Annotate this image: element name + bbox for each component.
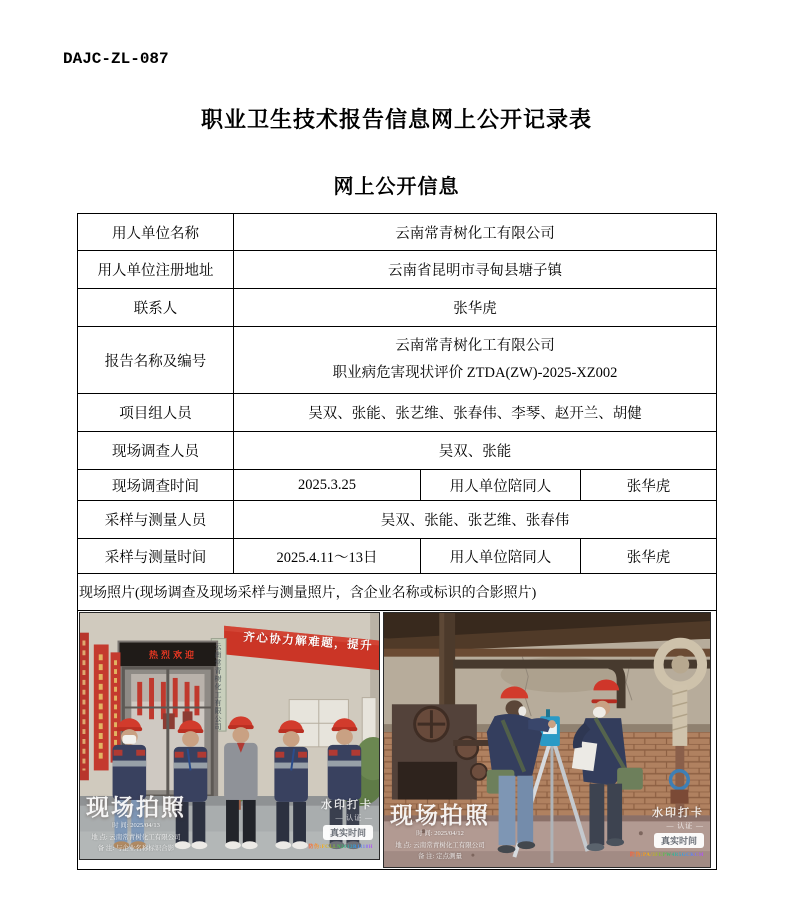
photo-row [78, 611, 717, 870]
watermark-title: 现场拍照 [86, 793, 186, 820]
row-label-registered-address: 用人单位注册地址 [78, 251, 234, 289]
realtime-badge: 真实时间 [654, 833, 704, 848]
public-info-table [77, 213, 717, 870]
table-row [78, 289, 717, 327]
photo-strip [79, 612, 715, 868]
table-row [78, 394, 717, 432]
photo-cell [78, 611, 717, 870]
watermark-stamp [308, 796, 373, 850]
row-value-site-survey-date: 2025.3.25 [234, 470, 421, 501]
site-photo-group [79, 612, 380, 860]
company-sign-text: 云南常青树化工有限公司 [214, 643, 222, 731]
slogan-banner-text: 齐心协力解难题，提升 [242, 631, 374, 653]
row-value-employer-escort-1: 张华虎 [581, 470, 717, 501]
watermark-title: 现场拍照 [390, 801, 490, 828]
row-label-sampling-staff: 采样与测量人员 [78, 501, 234, 539]
page-subtitle: 网上公开信息 [333, 176, 460, 198]
watermark-time: 时 间: 2025/04/13 [112, 821, 160, 829]
table-row [78, 574, 717, 611]
table-row [78, 251, 717, 289]
table-row [78, 539, 717, 574]
row-label-site-survey-staff: 现场调查人员 [78, 432, 234, 470]
photo-watermark [390, 803, 490, 863]
watermark-note: 备 注: 与企业名称标识合影 [97, 845, 175, 853]
photo-caption: 现场照片(现场调查及现场采样与测量照片，含企业名称或标识的合影照片) [78, 574, 717, 611]
row-label-employer-escort-1: 用人单位陪同人 [421, 470, 581, 501]
row-value-sampling-date: 2025.4.11～13日 [234, 539, 421, 574]
row-value-sampling-staff: 吴双、张能、张艺维、张春伟 [234, 501, 717, 539]
report-name-line: 云南常青树化工有限公司 [395, 338, 555, 355]
watermark-note: 备 注: 定点测量 [417, 853, 463, 861]
report-number-line: 职业病危害现状评价 ZTDA(ZW)-2025-XZ002 [332, 365, 618, 381]
anti-counterfeit-code: 防伪:FCLLN2012R1118H [308, 845, 373, 850]
watermark-location: 地 点: 云南常青树化工有限公司 [91, 833, 181, 841]
row-label-contact-person: 联系人 [78, 289, 234, 327]
anti-counterfeit-code: 防伪:PA/3FEPW4R5GCKCM [629, 853, 704, 858]
windows [289, 698, 376, 747]
watermark-time: 时 间: 2025/04/12 [416, 829, 464, 837]
row-value-employer-escort-2: 张华虎 [581, 539, 717, 574]
table-row [78, 327, 717, 394]
site-photo-measurement [383, 612, 711, 868]
row-label-report-name-number: 报告名称及编号 [78, 327, 234, 394]
table-row [78, 501, 717, 539]
door-led-text: 热烈欢迎 [148, 650, 197, 660]
row-value-contact-person: 张华虎 [234, 289, 717, 327]
row-value-employer-name: 云南常青树化工有限公司 [234, 214, 717, 251]
watermark-stamp [630, 804, 704, 858]
row-value-project-team: 吴双、张能、张艺维、张春伟、李琴、赵开兰、胡健 [234, 394, 717, 432]
row-label-site-survey-date: 现场调查时间 [78, 470, 234, 501]
stamp-app-name: 水印打卡 [652, 807, 704, 819]
table-row [78, 214, 717, 251]
row-value-registered-address: 云南省昆明市寻甸县塘子镇 [234, 251, 717, 289]
watermark-location: 地 点: 云南常青树化工有限公司 [395, 841, 485, 849]
page-title: 职业卫生技术报告信息网上公开记录表 [200, 107, 592, 132]
doc-code: DAJC-ZL-087 [63, 50, 169, 68]
row-label-employer-name: 用人单位名称 [78, 214, 234, 251]
table-row [78, 470, 717, 501]
row-label-project-team: 项目组人员 [78, 394, 234, 432]
row-value-site-survey-staff: 吴双、张能 [234, 432, 717, 470]
row-label-employer-escort-2: 用人单位陪同人 [421, 539, 581, 574]
stamp-app-name: 水印打卡 [321, 799, 373, 811]
row-label-sampling-date: 采样与测量时间 [78, 539, 234, 574]
photo-watermark [86, 795, 186, 855]
realtime-badge: 真实时间 [323, 825, 373, 840]
table-row [78, 432, 717, 470]
row-value-report-name-number [234, 327, 717, 394]
stamp-cert-label: — 认证 — [335, 814, 373, 822]
stamp-cert-label: — 认证 — [666, 822, 704, 830]
